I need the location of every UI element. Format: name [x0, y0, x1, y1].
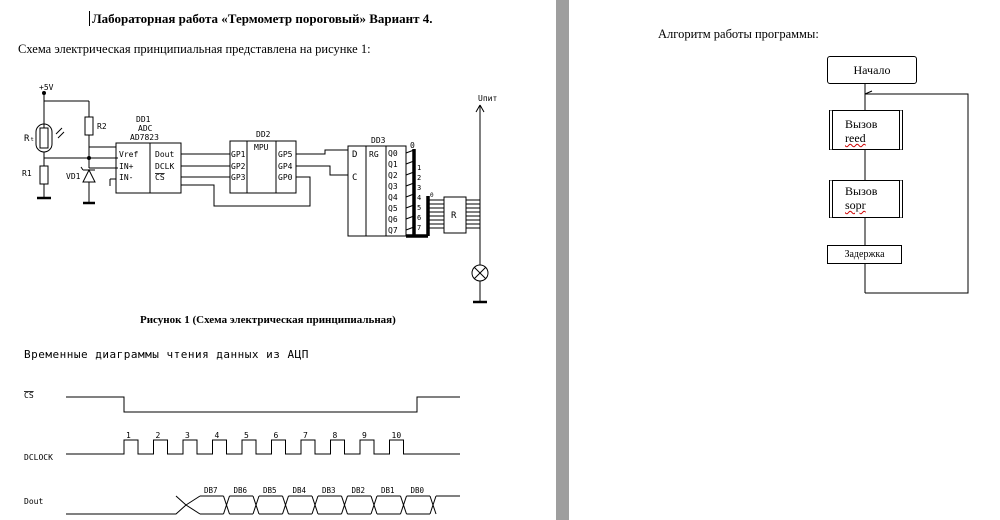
schematic-diagram [0, 0, 556, 320]
flow-start-terminal [827, 56, 917, 84]
data-bit-db6: DB6 [233, 486, 248, 495]
algorithm-heading: Алгоритм работы программы: [658, 27, 819, 41]
dclock-waveform [66, 440, 460, 454]
flow-delay [827, 245, 902, 264]
clock-number-7: 7 [303, 431, 308, 440]
intro-paragraph: Схема электрическая принципиальная представлена на рисунке 1: [18, 42, 371, 56]
supply-label: +5V [39, 83, 54, 92]
clock-number-4: 4 [214, 431, 220, 440]
clock-number-10: 10 [391, 431, 402, 440]
bus-bit-1: 1 [417, 164, 422, 172]
dd1-pin-inm: IN- [119, 173, 134, 182]
clock-number-9: 9 [362, 431, 367, 440]
clock-number-2: 2 [155, 431, 161, 440]
dd3-output-q3: Q3 [388, 182, 398, 191]
dd2-pin-gp1: GP1 [231, 150, 246, 159]
clock-number-3: 3 [185, 431, 190, 440]
dd2-type: MPU [254, 143, 269, 152]
dd2-pin-gp5: GP5 [278, 150, 293, 159]
resistor-r1 [40, 166, 48, 184]
dd3-output-q0: Q0 [388, 149, 398, 158]
data-bit-db3: DB3 [322, 486, 336, 495]
dout-label: Dout [24, 497, 44, 506]
document-page-2 [569, 0, 1000, 520]
dd3-c: C [352, 173, 358, 183]
flow-delay-label: Задержка [844, 249, 885, 260]
data-bit-db2: DB2 [351, 486, 366, 495]
data-bit-db4: DB4 [292, 486, 307, 495]
dd2-pin-gp0: GP0 [278, 173, 293, 182]
dd3-name: DD3 [371, 136, 386, 145]
clock-number-1: 1 [126, 431, 131, 440]
r-array-label: R [451, 211, 457, 221]
dd3-d: D [352, 150, 358, 160]
dd2-pin-gp3: GP3 [231, 173, 246, 182]
dd3-output-q6: Q6 [388, 215, 398, 224]
figure-caption: Рисунок 1 (Схема электрическая принципиальная) [140, 314, 396, 326]
timing-diagram [0, 370, 556, 520]
dd1-pin-dout: Dout [155, 150, 175, 159]
bus-bit-labels [417, 164, 421, 232]
clock-number-6: 6 [273, 431, 279, 440]
resistor-r2 [85, 117, 93, 135]
dd3-output-q2: Q2 [388, 171, 398, 180]
cs-waveform [66, 397, 460, 412]
dd1-pin-cs: CS [155, 173, 165, 182]
dd1-pin-inp: IN+ [119, 162, 134, 171]
timing-title: Временные диаграммы чтения данных из АЦП [24, 348, 309, 361]
dd1-name: DD1 [136, 115, 151, 124]
flow-start-label: Начало [853, 63, 891, 77]
bus-bit-7: 7 [417, 224, 422, 232]
data-bit-db1: DB1 [381, 486, 395, 495]
flow-call-reed-line1: Вызов [845, 117, 878, 131]
dd3-output-q7: Q7 [388, 226, 398, 235]
flowchart-connectors [569, 0, 1000, 520]
bus-top-label: 0 [410, 141, 415, 150]
bus-bit-6: 6 [417, 214, 422, 222]
flow-call-reed-line2: reed [845, 131, 866, 145]
flow-call-sopr-line1: Вызов [845, 184, 878, 198]
data-bit-db7: DB7 [204, 486, 218, 495]
dd3-output-q1: Q1 [388, 160, 398, 169]
flow-call-sopr-line2: sopr [845, 198, 866, 212]
dd1-part: AD7823 [130, 133, 159, 142]
bus-bit-5: 5 [417, 204, 422, 212]
data-bit-labels [204, 486, 425, 495]
dd3-outputs [388, 149, 414, 235]
bus-bit-4: 4 [417, 194, 422, 202]
vd1-label: VD1 [66, 172, 81, 181]
cs-label: CS [24, 391, 34, 400]
upit-label: Uпит [478, 94, 498, 103]
zener-vd1 [83, 170, 95, 182]
rt-label: Rₜ [24, 134, 35, 144]
r1-label: R1 [22, 169, 32, 178]
dd2-pin-gp2: GP2 [231, 162, 246, 171]
dout-waveform [66, 496, 460, 514]
dd2-pin-gp4: GP4 [278, 162, 293, 171]
dclock-label: DCLOCK [24, 453, 53, 462]
dd1-pin-dclk: DCLK [155, 162, 175, 171]
thermistor-rt [40, 128, 48, 148]
dd3-rg: RG [369, 150, 379, 159]
bus-bit-2: 2 [417, 174, 422, 182]
dd2-name: DD2 [256, 130, 271, 139]
bus-bit-3: 3 [417, 184, 422, 192]
svg-text:0: 0 [430, 192, 434, 199]
dd1-type: ADC [138, 124, 153, 133]
clock-number-8: 8 [332, 431, 338, 440]
dd3-output-q4: Q4 [388, 193, 398, 202]
flow-call-reed [829, 110, 903, 150]
dd3-output-q5: Q5 [388, 204, 398, 213]
page-title: Лабораторная работа «Термометр пороговый» Вариант 4. [92, 11, 433, 26]
r2-label: R2 [97, 122, 107, 131]
dd1-pin-vref: Vref [119, 150, 139, 159]
data-bit-db0: DB0 [410, 486, 425, 495]
flow-call-sopr [829, 180, 903, 218]
clock-numbers [126, 431, 401, 440]
clock-number-5: 5 [244, 431, 249, 440]
data-bit-db5: DB5 [263, 486, 277, 495]
